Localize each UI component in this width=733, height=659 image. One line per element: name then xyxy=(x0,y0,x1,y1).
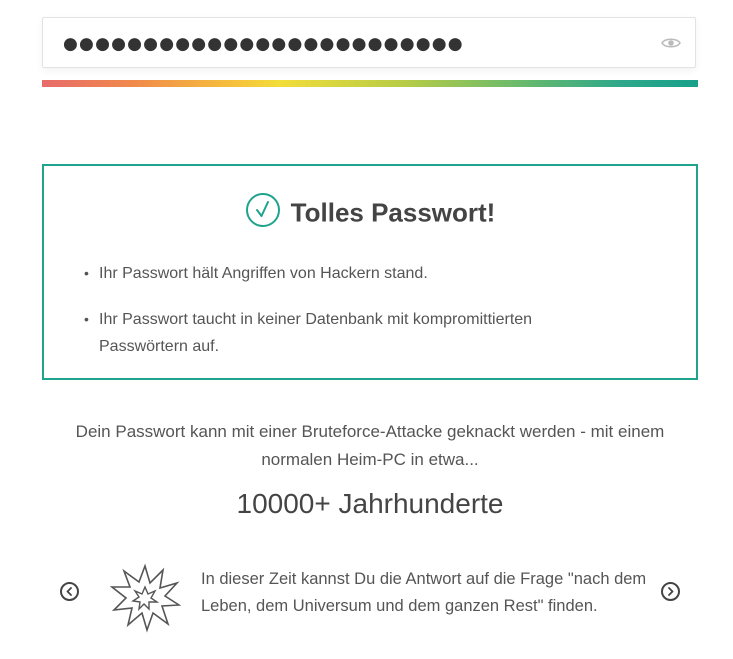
password-input[interactable] xyxy=(42,17,696,68)
password-strength-bar xyxy=(42,80,698,87)
result-box xyxy=(42,164,698,380)
crack-time-value: 10000+ Jahrhunderte xyxy=(236,488,504,519)
fact-text: In dieser Zeit kannst Du die Antwort auf die Frage "nach dem Leben, dem Universum und dem ganzen Rest" finden. xyxy=(201,570,647,615)
bruteforce-description: Dein Passwort kann mit einer Bruteforce-Attacke geknackt werden - mit einem normalen Heim-PC in etwa... xyxy=(75,422,665,469)
result-item: • Ihr Passwort hält Angriffen von Hackern stand. xyxy=(84,260,624,287)
chevron-left-circle-icon xyxy=(65,587,74,596)
check-circle-icon xyxy=(245,192,281,228)
result-item: • Ihr Passwort taucht in keiner Datenbank mit kompromittierten Passwörtern auf. xyxy=(84,306,624,360)
explosion-burst-icon xyxy=(109,563,181,633)
password-masked-value: ●●●●●●●●●●●●●●●●●●●●●●●●● xyxy=(63,34,464,54)
eye-icon[interactable] xyxy=(661,35,681,51)
result-list xyxy=(84,260,624,379)
result-heading xyxy=(44,196,696,229)
result-title: Tolles Passwort! xyxy=(290,197,496,228)
carousel-next-button[interactable] xyxy=(661,582,680,601)
carousel-prev-button[interactable] xyxy=(60,582,79,601)
chevron-right-circle-icon xyxy=(666,587,675,596)
